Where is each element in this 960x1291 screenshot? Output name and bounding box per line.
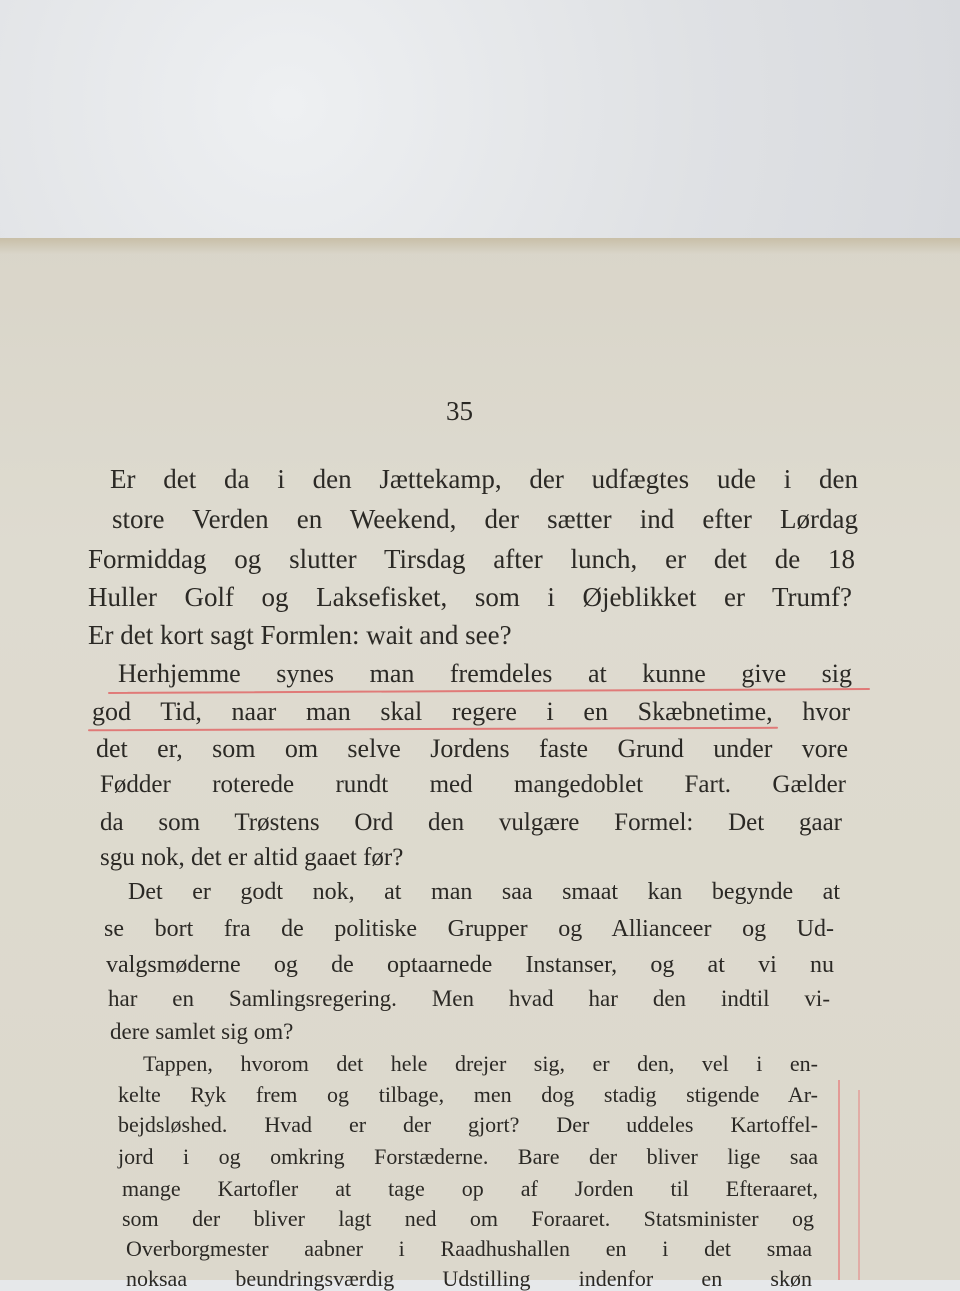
text-line: Overborgmester aabner i Raadhushallen en i det smaa	[126, 1236, 812, 1261]
wall-background	[0, 0, 960, 260]
text-line: noksaa beundringsværdig Udstilling indenfor en skøn	[126, 1266, 812, 1291]
red-margin-line	[838, 1080, 840, 1280]
page-number: 35	[446, 396, 473, 426]
text-line: mange Kartofler at tage op af Jorden til Efteraaret,	[122, 1176, 818, 1201]
text-line: dere samlet sig om?	[110, 1019, 294, 1044]
text-line: Huller Golf og Laksefisket, som i Øjeblikket er Trumf?	[88, 582, 852, 612]
red-margin-line	[858, 1090, 860, 1280]
text-line: da som Trøstens Ord den vulgære Formel: Det gaar	[100, 809, 842, 836]
text-line: Tappen, hvorom det hele drejer sig, er den, vel i en-	[143, 1051, 818, 1076]
text-line: sgu nok, det er altid gaaet før?	[100, 844, 404, 871]
text-line: har en Samlingsregering. Men hvad har den indtil vi-	[108, 986, 830, 1011]
text-line: Formiddag og slutter Tirsdag after lunch, er det de 18	[88, 544, 855, 574]
text-line: valgsmøderne og de optaarnede Instanser, og at vi nu	[106, 952, 834, 978]
text-line: store Verden en Weekend, der sætter ind efter Lørdag	[112, 504, 858, 534]
text-line: Det er godt nok, at man saa smaat kan begynde at	[128, 879, 840, 905]
text-line: Fødder roterede rundt med mangedoblet Fart. Gælder	[100, 771, 846, 798]
text-line: det er, som om selve Jordens faste Grund under vore	[96, 734, 848, 763]
text-line: bejdsløshed. Hvad er der gjort? Der uddeles Kartoffel-	[118, 1112, 818, 1137]
text-line: god Tid, naar man skal regere i en Skæbnetime, hvor	[92, 697, 850, 726]
text-line: Herhjemme synes man fremdeles at kunne give sig	[118, 659, 852, 688]
text-line: som der bliver lagt ned om Foraaret. Statsminister og	[122, 1206, 814, 1231]
torn-page-edge	[0, 238, 960, 254]
text-line: Er det kort sagt Formlen: wait and see?	[88, 620, 512, 650]
text-line: Er det da i den Jættekamp, der udfægtes ude i den	[110, 464, 858, 494]
text-line: kelte Ryk frem og tilbage, men dog stadig stigende Ar-	[118, 1082, 818, 1107]
text-line: se bort fra de politiske Grupper og Allianceer og Ud-	[104, 916, 834, 942]
text-line: jord i og omkring Forstæderne. Bare der bliver lige saa	[118, 1144, 818, 1169]
